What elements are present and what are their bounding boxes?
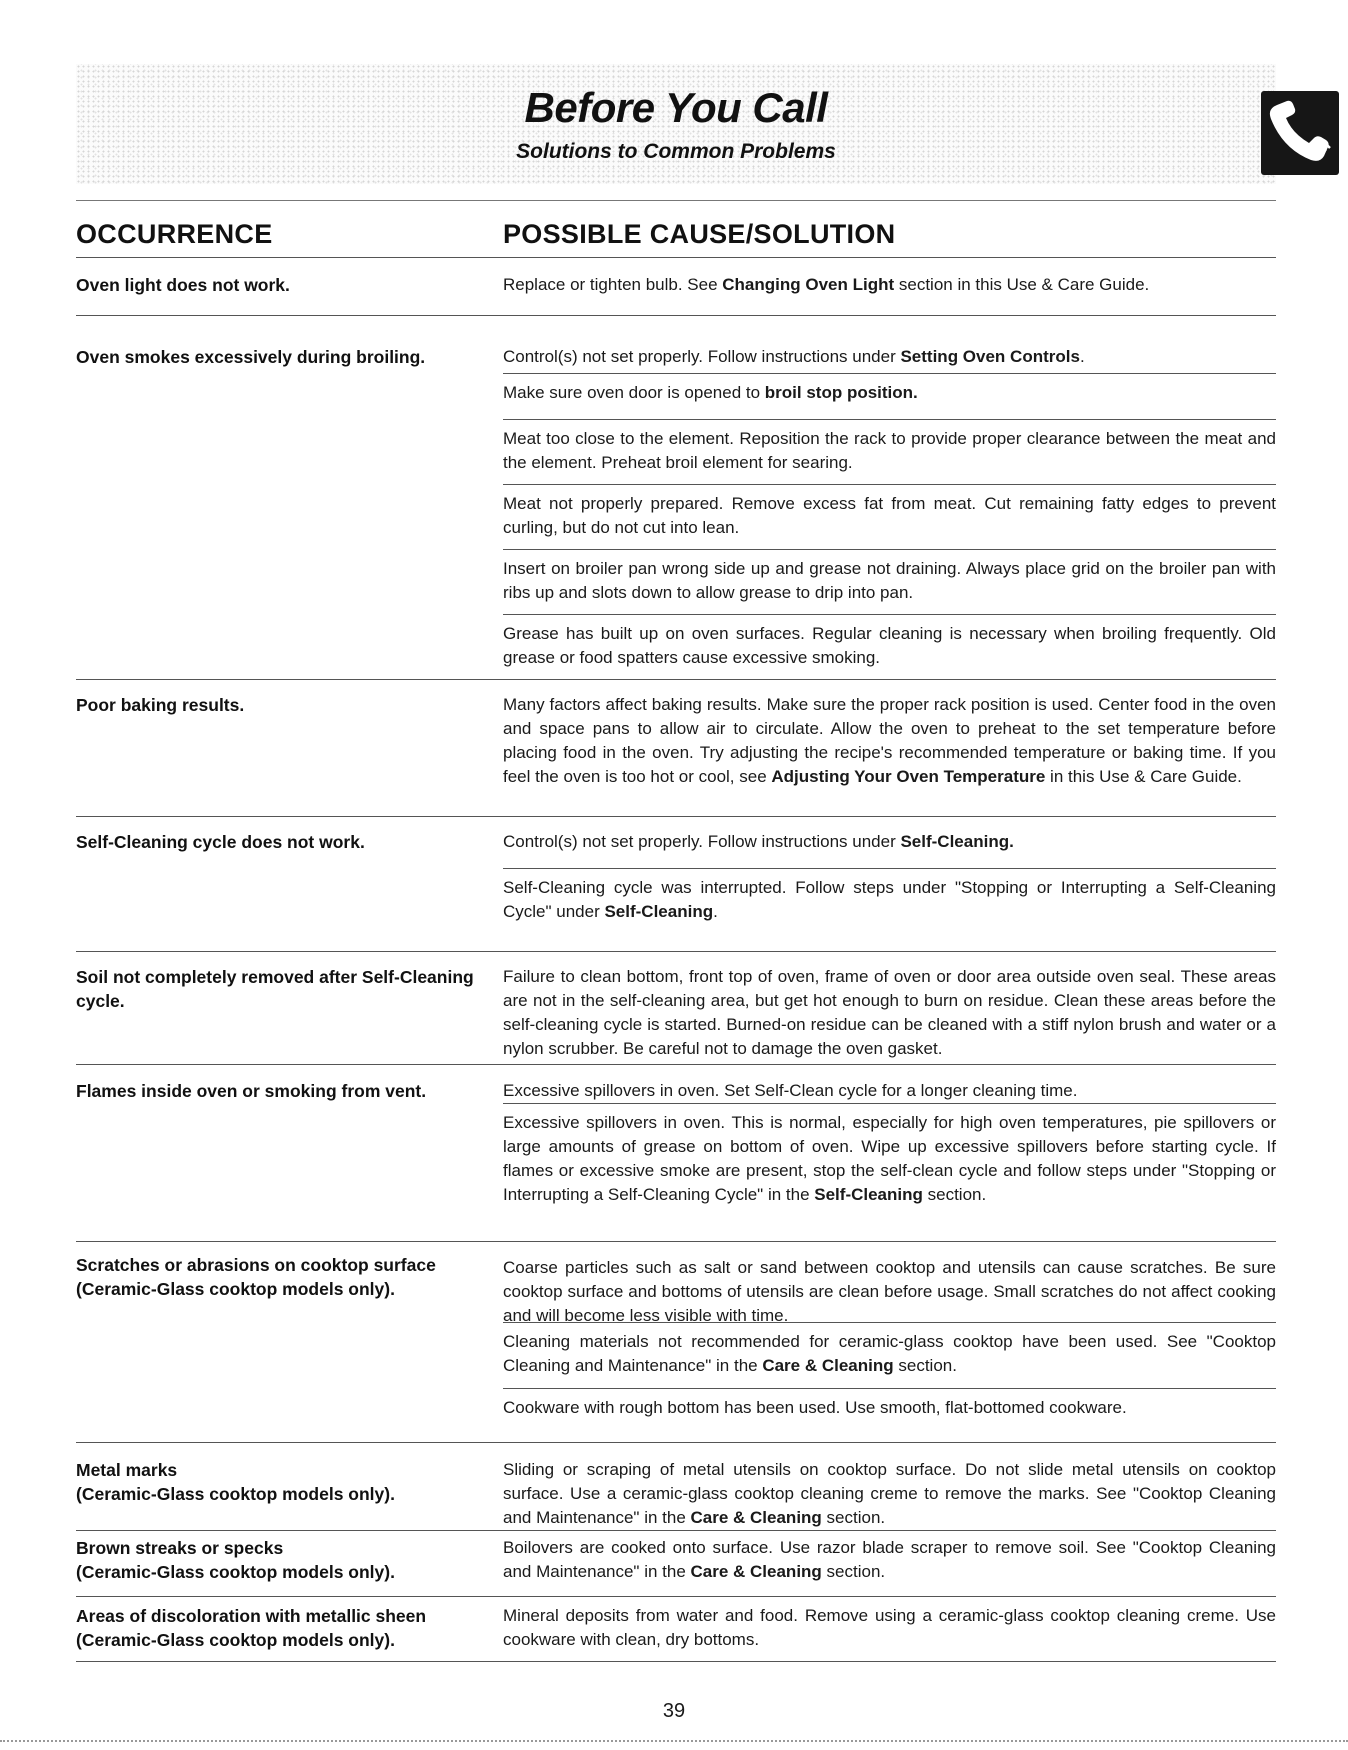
occurrence-line: (Ceramic-Glass cooktop models only).: [76, 1562, 395, 1582]
solution-text: .: [1079, 347, 1085, 366]
solution-paragraph: [503, 1256, 1276, 1328]
solution-reference: Self-Cleaning.: [900, 832, 1014, 851]
solution-text: Excessive spillovers in oven. This is normal, especially for high oven temperatures, pie spillovers or large amounts of grease on bottom of oven. Wipe up excessive spillovers before starting cycle. If flames or excessive smoke are present, stop the self-clean cycle and follow steps under "Stopping or Interrupting a Self-Cleaning Cycle" in the: [503, 1113, 1276, 1204]
troubleshooting-row: [76, 315, 1276, 680]
troubleshooting-row: [76, 951, 1276, 1065]
solution-paragraph: [503, 1388, 1276, 1420]
solution-paragraph: [503, 693, 1276, 789]
solution-text: Cookware with rough bottom has been used. Use smooth, flat-bottomed cookware.: [503, 1398, 1127, 1417]
solution-reference: Self-Cleaning: [814, 1185, 923, 1204]
solution-reference: Adjusting Your Oven Temperature: [771, 767, 1046, 786]
solution-paragraph: [503, 614, 1276, 670]
solution-reference: Self-Cleaning: [604, 902, 714, 921]
occurrence-line: Brown streaks or specks: [76, 1538, 284, 1558]
solution-paragraph: [503, 868, 1276, 924]
occurrence-line: (Ceramic-Glass cooktop models only).: [76, 1484, 395, 1504]
solution-text: Insert on broiler pan wrong side up and grease not draining. Always place grid on the broiler pan with ribs up and slots down to allow grease to drip into pan.: [503, 559, 1276, 602]
troubleshooting-row: [76, 816, 1276, 952]
solution-text: Control(s) not set properly. Follow instructions under: [503, 832, 901, 851]
solution-text: section in this Use & Care Guide.: [894, 275, 1150, 294]
troubleshooting-row: [76, 1064, 1276, 1242]
occurrence-text: [76, 1079, 480, 1103]
occurrence-line: Soil not completely removed after Self-Cleaning cycle.: [76, 967, 474, 1011]
solution-text: Control(s) not set properly. Follow instructions under: [503, 347, 901, 366]
solution-text: Coarse particles such as salt or sand between cooktop and utensils can cause scratches. Be sure cooktop surface and bottoms of utensils are clean before usage. Small scratches do not affect cooking and will become less visible with time.: [503, 1258, 1276, 1325]
solution-reference: Care & Cleaning: [762, 1356, 894, 1375]
solution-text: in this Use & Care Guide.: [1045, 767, 1242, 786]
solution-text: section.: [922, 1185, 987, 1204]
solution-paragraph: [503, 484, 1276, 540]
solution-text: .: [713, 902, 718, 921]
occurrence-text: [76, 1253, 480, 1301]
troubleshooting-row: [76, 1596, 1276, 1662]
solution-paragraph: [503, 1079, 1276, 1103]
solution-reference: Changing Oven Light: [722, 275, 895, 294]
occurrence-line: Metal marks: [76, 1460, 178, 1480]
occurrence-line: Poor baking results.: [76, 695, 245, 715]
occurrence-text: [76, 830, 480, 854]
solution-text: section.: [893, 1356, 957, 1375]
solution-text: Many factors affect baking results. Make sure the proper rack position is used. Center food in the oven and space pans to allow air to circulate. Allow the oven to preheat to the set temperature before placing food in the oven. Try adjusting the recipe's recommended temperature or baking time. If you feel the oven is too hot or cool, see: [503, 695, 1276, 786]
solution-text: Boilovers are cooked onto surface. Use razor blade scraper to remove soil. See "Cooktop Cleaning and Maintenance" in the: [503, 1538, 1276, 1581]
occurrence-line: (Ceramic-Glass cooktop models only).: [76, 1630, 395, 1650]
occurrence-text: [76, 273, 480, 297]
solution-text: section.: [821, 1508, 886, 1527]
solution-text: Cleaning materials not recommended for ceramic-glass cooktop have been used. See "Cooktop Cleaning and Maintenance" in the: [503, 1332, 1276, 1375]
occurrence-text: [76, 965, 480, 1013]
occurrence-line: Self-Cleaning cycle does not work.: [76, 832, 365, 852]
solution-column-header: POSSIBLE CAUSE/SOLUTION: [503, 219, 896, 249]
solution-text: Mineral deposits from water and food. Remove using a ceramic-glass cooktop cleaning creme. Use cookware with clean, dry bottoms.: [503, 1606, 1276, 1649]
occurrence-text: [76, 1536, 480, 1584]
occurrence-text: [76, 693, 480, 717]
occurrence-text: [76, 1604, 480, 1652]
solution-text: section.: [821, 1562, 886, 1581]
solution-text: Excessive spillovers in oven. Set Self-Clean cycle for a longer cleaning time.: [503, 1081, 1078, 1100]
solution-reference: Care & Cleaning: [690, 1562, 822, 1581]
solution-text: Failure to clean bottom, front top of oven, frame of oven or door area outside oven seal. These areas are not in the self-cleaning area, but get hot enough to burn on residue. Clean these areas before the self-cleaning cycle is started. Burned-on residue can be cleaned with a stiff nylon brush and water or a nylon scrubber. Be careful not to damage the oven gasket.: [503, 967, 1276, 1058]
header-banner: [76, 64, 1276, 184]
troubleshooting-row: [76, 679, 1276, 817]
occurrence-text: [76, 345, 480, 369]
solution-text: Grease has built up on oven surfaces. Regular cleaning is necessary when broiling frequently. Old grease or food spatters cause excessive smoking.: [503, 624, 1276, 667]
troubleshooting-row: [76, 1241, 1276, 1443]
solution-paragraph: [503, 1604, 1276, 1652]
solution-text: Replace or tighten bulb. See: [503, 275, 723, 294]
troubleshooting-row: [76, 258, 1276, 316]
occurrence-line: Scratches or abrasions on cooktop surface: [76, 1255, 436, 1275]
page-number: 39: [662, 1700, 686, 1722]
occurrence-line: (Ceramic-Glass cooktop models only).: [76, 1279, 395, 1299]
troubleshooting-row: [76, 1530, 1276, 1597]
solution-paragraph: [503, 549, 1276, 605]
page-title: Before You Call: [524, 84, 828, 131]
solution-reference: broil stop position.: [764, 383, 918, 402]
phone-icon: [1261, 91, 1339, 175]
occurrence-line: Oven smokes excessively during broiling.: [76, 347, 426, 367]
occurrence-column-header: OCCURRENCE: [76, 219, 273, 249]
solution-paragraph: [503, 830, 1276, 854]
solution-text: Meat not properly prepared. Remove excess fat from meat. Cut remaining fatty edges to prevent curling, but do not cut into lean.: [503, 494, 1276, 537]
troubleshooting-row: [76, 1442, 1276, 1531]
solution-paragraph: [503, 419, 1276, 475]
occurrence-line: Flames inside oven or smoking from vent.: [76, 1081, 427, 1101]
page-subtitle: Solutions to Common Problems: [516, 140, 836, 163]
solution-text: Meat too close to the element. Reposition the rack to provide proper clearance between the meat and the element. Preheat broil element for searing.: [503, 429, 1276, 472]
solution-text: Sliding or scraping of metal utensils on cooktop surface. Do not slide metal utensils on cooktop surface. Use a ceramic-glass cooktop cleaning creme to remove the marks. See "Cooktop Cleaning and Maintenance" in the: [503, 1460, 1276, 1527]
page-bottom-border: [0, 1740, 1348, 1742]
occurrence-line: Oven light does not work.: [76, 275, 290, 295]
solution-paragraph: [503, 1458, 1276, 1530]
occurrence-text: [76, 1458, 480, 1506]
solution-text: Self-Cleaning cycle was interrupted. Follow steps under "Stopping or Interrupting a Self-Cleaning Cycle" under: [503, 878, 1276, 921]
solution-paragraph: [503, 1103, 1276, 1207]
header-divider: [76, 200, 1276, 201]
solution-paragraph: [503, 273, 1276, 297]
occurrence-line: Areas of discoloration with metallic sheen: [76, 1606, 427, 1626]
solution-text: Make sure oven door is opened to: [503, 383, 765, 402]
solution-paragraph: [503, 345, 1276, 369]
solution-paragraph: [503, 965, 1276, 1061]
solution-reference: Care & Cleaning: [690, 1508, 822, 1527]
solution-paragraph: [503, 1536, 1276, 1584]
solution-paragraph: [503, 373, 1276, 405]
solution-reference: Setting Oven Controls: [900, 347, 1080, 366]
solution-paragraph: [503, 1322, 1276, 1378]
